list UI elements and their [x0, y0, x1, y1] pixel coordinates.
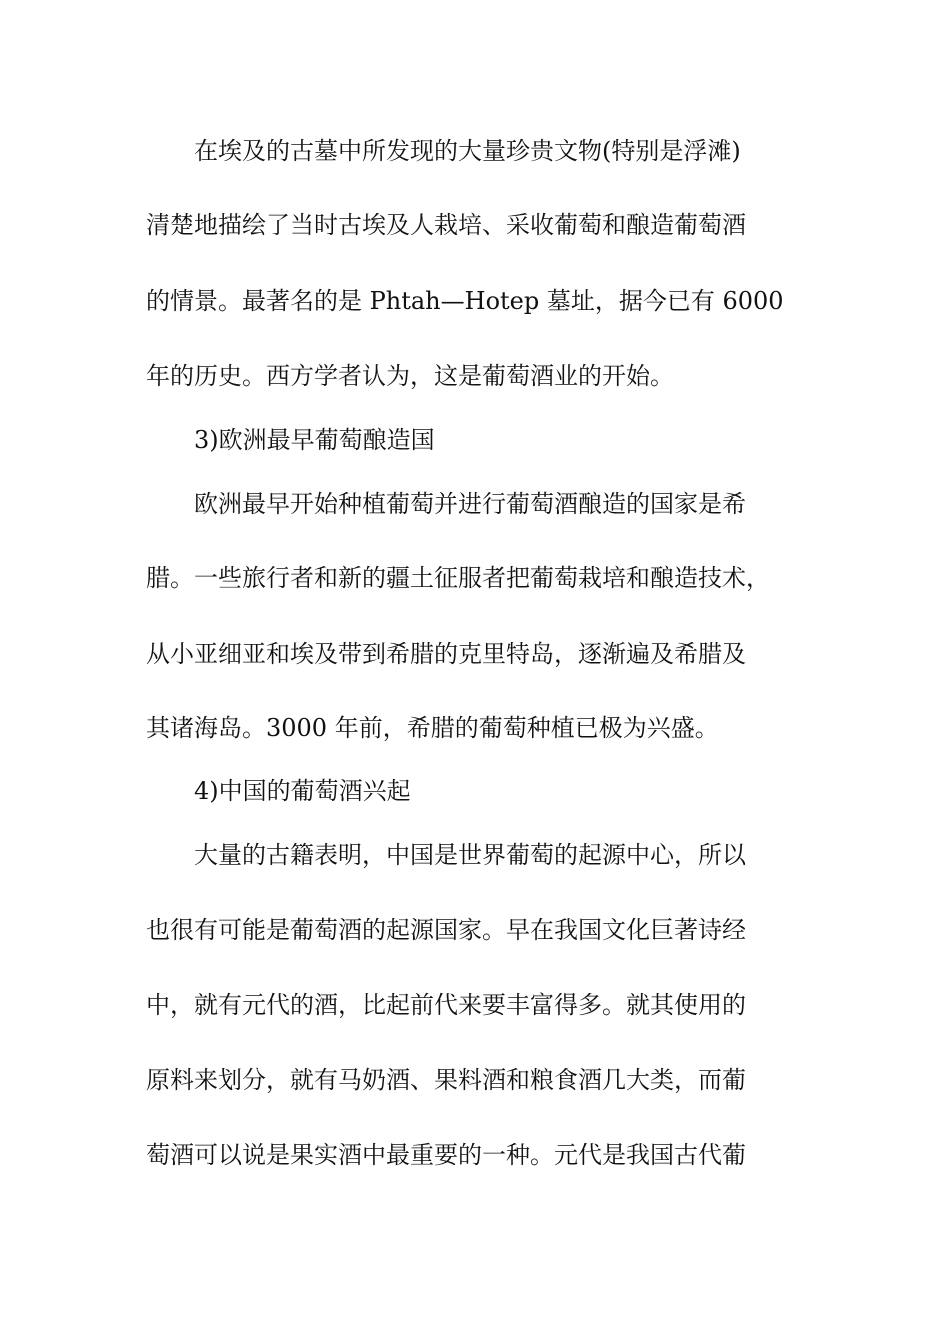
paragraph-line: 原料来划分，就有马奶酒、果料酒和粮食酒几大类，而葡 — [146, 1066, 746, 1094]
paragraph-line: 萄酒可以说是果实酒中最重要的一种。元代是我国古代葡 — [146, 1141, 746, 1169]
paragraph-line: 年的历史。西方学者认为，这是葡萄酒业的开始。 — [146, 362, 674, 390]
section-heading: 3)欧洲最早葡萄酿造国 — [194, 426, 435, 454]
paragraph-line: 在埃及的古墓中所发现的大量珍贵文物(特别是浮滩) — [194, 137, 741, 165]
paragraph-line: 其诸海岛。3000 年前，希腊的葡萄种植已极为兴盛。 — [146, 714, 719, 742]
paragraph-line: 的情景。最著名的是 Phtah—Hotep 墓址，据今已有 6000 — [146, 287, 784, 315]
paragraph-line: 中，就有元代的酒，比起前代来要丰富得多。就其使用的 — [146, 991, 746, 1019]
paragraph-line: 腊。一些旅行者和新的疆土征服者把葡萄栽培和酿造技术， — [146, 564, 770, 592]
paragraph-line: 清楚地描绘了当时古埃及人栽培、采收葡萄和酿造葡萄酒 — [146, 211, 746, 239]
paragraph-line: 也很有可能是葡萄酒的起源国家。早在我国文化巨著诗经 — [146, 916, 746, 944]
paragraph-line: 欧洲最早开始种植葡萄并进行葡萄酒酿造的国家是希 — [194, 490, 746, 518]
section-heading: 4)中国的葡萄酒兴起 — [194, 777, 411, 805]
paragraph-line: 大量的古籍表明，中国是世界葡萄的起源中心，所以 — [194, 841, 746, 869]
paragraph-line: 从小亚细亚和埃及带到希腊的克里特岛，逐渐遍及希腊及 — [146, 640, 746, 668]
